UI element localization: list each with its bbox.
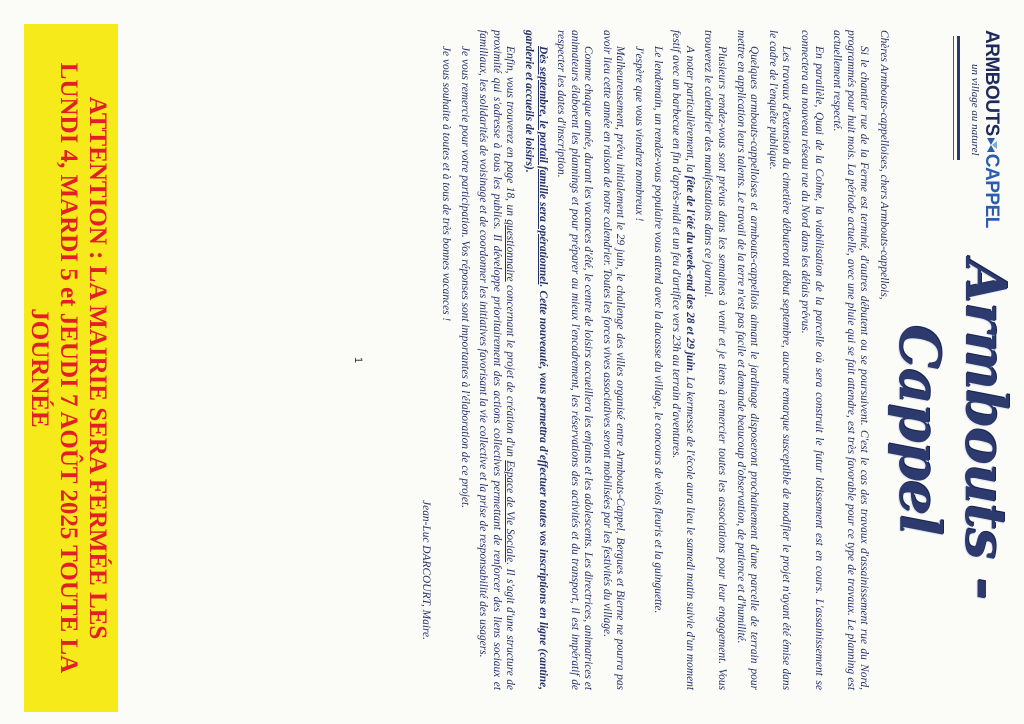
letter-paragraph: Le lendemain, un rendez-vous populaire vous attend avec la ducasse du village, le concours de vélos fleuris et la guinguette. bbox=[651, 46, 664, 614]
header-rule-accent bbox=[953, 36, 954, 160]
letter-paragraph bbox=[521, 30, 548, 690]
letter-paragraph: En parallèle, Quai de la Colme, la viabilisation de la parcelle où sera construit le futur lotissement est en cours. L'assainissement se connectera au nouveau réseau rue du Nord dans les délais prévus. bbox=[799, 30, 825, 690]
logo-text-armbouts: ARMBOUTS bbox=[981, 30, 1002, 136]
village-logo bbox=[969, 30, 1002, 228]
letter-paragraph bbox=[476, 30, 517, 690]
page-number: 1 bbox=[352, 356, 364, 364]
logo-tagline: un village au naturel bbox=[969, 64, 981, 156]
text-run: . Il s'agit d'une structure de proximité qui s'adresse à tous les publics. Il développe prioritairement des actions collectives permettant de renforcer des liens sociaux et familiaux, les solidarités de voisinage et de coordonner les initiatives favorisant la vie collective et la prise de responsabilité des usagers. bbox=[477, 30, 517, 690]
letter-paragraph: Malheureusement, prévu initialement le 29 juin, le challenge des villes organisé entre Armbouts-Cappel, Bergues et Bierne ne pourra pas avoir lieu cette année en raison de notre calendrier. Toutes les forces vives associatives seront mobilisées par les festivités du village. bbox=[600, 30, 627, 690]
text-run: A noter particulièrement, la bbox=[683, 46, 696, 176]
letter-paragraph: Comme chaque année, durant les vacances d'été, le centre de loisirs accueillera les enfants et les adolescents. Les directrices, animatrices et animateurs élaborent les plannings et pour préparer au mieux l'encadrement, les réservations des activités et du transport, il est impératif de respecter les dates d'inscription. bbox=[555, 30, 595, 690]
letter-paragraph bbox=[669, 30, 696, 690]
letter-paragraph: Si le chantier rue de la Ferme est terminé, d'autres débutent ou se poursuivent. C'est le cas des travaux d'assainissement rue du Nord, programmés pour huit mois. La période actuelle, avec une pluie qui se fait attendre, est très favorable pour ce type de travaux. Le planning est actuellement respecté. bbox=[831, 30, 871, 690]
text-run-bold: . Cette nouveauté, vous permettra d'effectuer toutes vos inscriptions en ligne (cantine, garderie et accueils de loisirs). bbox=[522, 30, 549, 690]
text-run-underlined: Espace de Vie Sociale bbox=[504, 460, 517, 563]
banner-line: LUNDI 4, MARDI 5 et JEUDI 7 AOÛT 2025 TOUTE LA JOURNÉE bbox=[26, 62, 82, 674]
mayor-letter bbox=[433, 30, 890, 690]
page-header bbox=[886, 0, 1024, 724]
mayor-signature: Jean-Luc DARCOURT, Maire. bbox=[420, 500, 432, 640]
banner-line: ATTENTION : LA MAIRIE SERA FERMÉE LES bbox=[84, 96, 111, 640]
letter-paragraph: Je vous remercie pour votre participation. Vos réponses sont importantes à l'élaboration de ce projet. bbox=[458, 46, 471, 508]
text-run-underlined: questionnaire bbox=[504, 219, 517, 282]
header-rule bbox=[957, 36, 960, 160]
letter-paragraph: Je vous souhaite à toutes et à tous de très bonnes vacances ! bbox=[439, 46, 452, 322]
letter-paragraph: Quelques armbouts-cappelloises et armbouts-cappellois aimant le jardinage disposeront prochainement d'une parcelle de terrain pour mettre en application leurs talents. Le travail de la terre n'est pas facile et demande beaucoup d'observation, de patience et d'humilité. bbox=[734, 30, 761, 690]
logo-flag-icon bbox=[984, 137, 998, 153]
letter-paragraph: Plusieurs rendez-vous sont prévus dans les semaines à venir et je tiens à remercier toutes les associations pour leur engagement. Vous trouverez le calendrier des manifestations dans ce journal. bbox=[702, 30, 729, 690]
text-run: concernant le projet de création d'un bbox=[504, 281, 517, 461]
letter-paragraph: J'espère que vous viendrez nombreux ! bbox=[633, 46, 646, 222]
logo-wordmark bbox=[980, 30, 1002, 228]
text-run: . La kermesse de l'école aura lieu le samedi matin suivie d'un moment festif avec un barbecue en fin d'après-midi et un feu d'artifice vers 23h au terrain d'aventures. bbox=[670, 30, 696, 690]
text-run-bold-underlined: Dès septembre, le portail famille sera opérationnel bbox=[536, 46, 549, 285]
text-run-bold: fête de l'été du week-end des 28 et 29 juin bbox=[683, 175, 696, 371]
text-run: Enfin, vous trouverez en page 18, un bbox=[504, 46, 517, 220]
page-title: Armbouts - Cappel bbox=[886, 260, 1018, 600]
closure-notice-banner bbox=[24, 24, 118, 712]
letter-paragraph: Les travaux d'extension du cimetière débuteront début septembre, aucune remarque susceptible de modifier le projet n'ayant été émise dans le cadre de l'enquête publique. bbox=[766, 30, 793, 690]
logo-text-cappel: CAPPEL bbox=[981, 153, 1002, 228]
letter-salutation: Chères Armbouts-cappelloises, chers Armbouts-cappellois, bbox=[878, 30, 890, 300]
